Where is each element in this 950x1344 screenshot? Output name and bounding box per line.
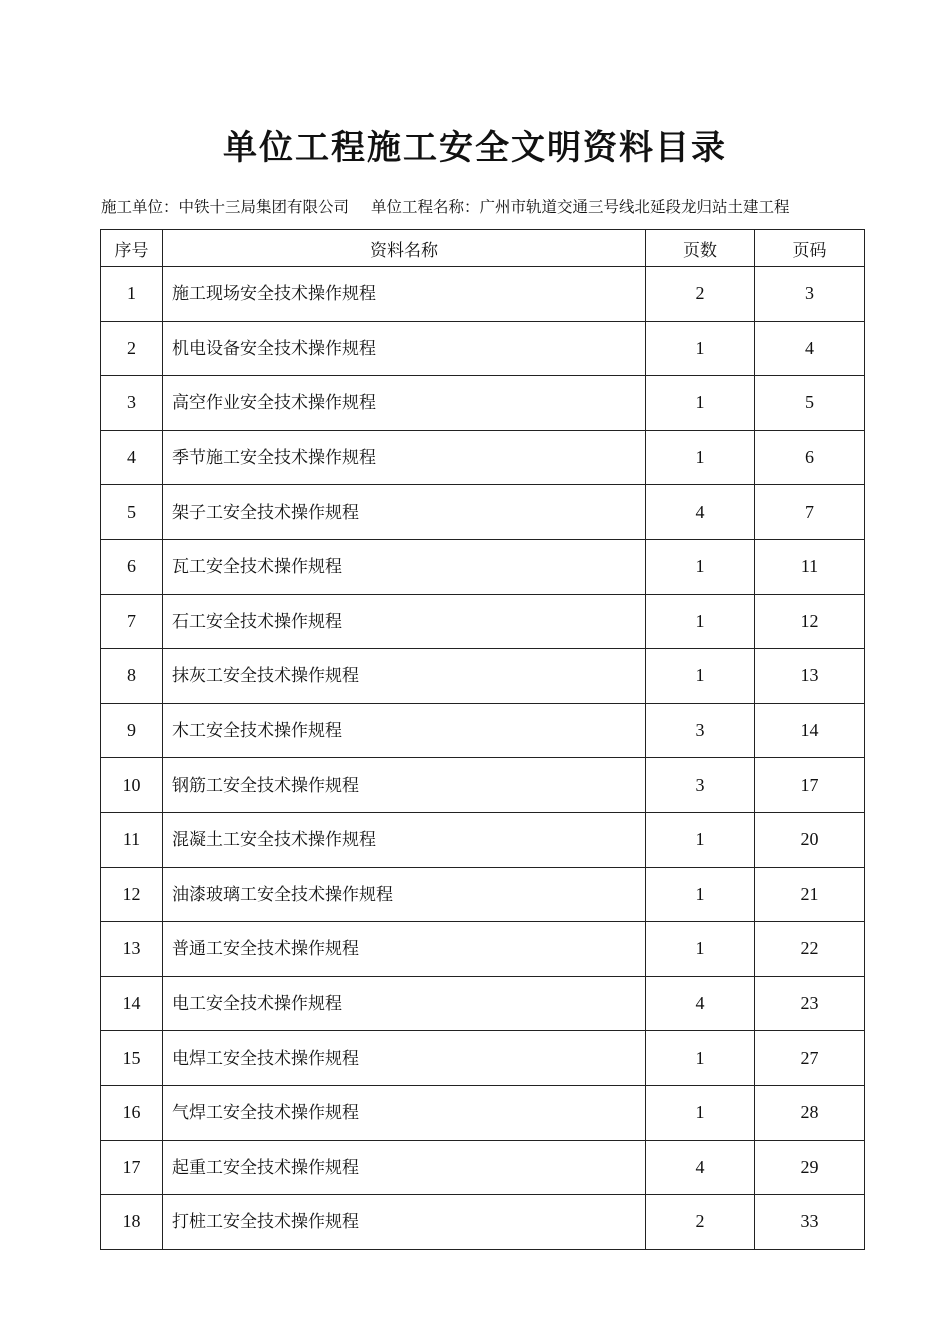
- cell-page-no: 29: [755, 1140, 865, 1195]
- cell-seq: 15: [101, 1031, 163, 1086]
- cell-name: 木工安全技术操作规程: [163, 703, 646, 758]
- cell-name: 机电设备安全技术操作规程: [163, 321, 646, 376]
- table-row: [101, 1195, 865, 1250]
- catalog-table: [100, 229, 865, 1250]
- cell-pages: 4: [646, 976, 755, 1031]
- cell-pages: 1: [646, 812, 755, 867]
- table-row: [101, 758, 865, 813]
- table-header-row: [101, 230, 865, 267]
- table-row: [101, 594, 865, 649]
- table-row: [101, 1085, 865, 1140]
- cell-seq: 5: [101, 485, 163, 540]
- cell-pages: 1: [646, 430, 755, 485]
- cell-name: 抹灰工安全技术操作规程: [163, 649, 646, 704]
- cell-page-no: 33: [755, 1195, 865, 1250]
- cell-seq: 13: [101, 922, 163, 977]
- cell-seq: 8: [101, 649, 163, 704]
- cell-page-no: 7: [755, 485, 865, 540]
- cell-seq: 14: [101, 976, 163, 1031]
- cell-seq: 12: [101, 867, 163, 922]
- cell-pages: 1: [646, 1085, 755, 1140]
- table-body: [101, 267, 865, 1250]
- cell-name: 打桩工安全技术操作规程: [163, 1195, 646, 1250]
- cell-pages: 1: [646, 1031, 755, 1086]
- cell-name: 钢筋工安全技术操作规程: [163, 758, 646, 813]
- table-row: [101, 539, 865, 594]
- cell-pages: 1: [646, 321, 755, 376]
- cell-name: 电焊工安全技术操作规程: [163, 1031, 646, 1086]
- contractor-label: 施工单位：: [101, 198, 179, 216]
- cell-page-no: 5: [755, 376, 865, 431]
- cell-pages: 1: [646, 922, 755, 977]
- cell-page-no: 21: [755, 867, 865, 922]
- page-title: 单位工程施工安全文明资料目录: [223, 128, 727, 168]
- cell-pages: 1: [646, 539, 755, 594]
- cell-name: 高空作业安全技术操作规程: [163, 376, 646, 431]
- cell-seq: 16: [101, 1085, 163, 1140]
- cell-name: 架子工安全技术操作规程: [163, 485, 646, 540]
- cell-name: 普通工安全技术操作规程: [163, 922, 646, 977]
- header-seq: 序号: [101, 230, 163, 267]
- table-row: [101, 649, 865, 704]
- cell-seq: 17: [101, 1140, 163, 1195]
- cell-name: 施工现场安全技术操作规程: [163, 267, 646, 322]
- cell-seq: 4: [101, 430, 163, 485]
- cell-page-no: 6: [755, 430, 865, 485]
- header-name: 资料名称: [163, 230, 646, 267]
- cell-name: 混凝土工安全技术操作规程: [163, 812, 646, 867]
- cell-seq: 1: [101, 267, 163, 322]
- cell-pages: 1: [646, 594, 755, 649]
- table-row: [101, 812, 865, 867]
- table-row: [101, 922, 865, 977]
- cell-seq: 10: [101, 758, 163, 813]
- table-row: [101, 703, 865, 758]
- project-label: 单位工程名称：: [371, 198, 480, 216]
- cell-page-no: 4: [755, 321, 865, 376]
- cell-seq: 3: [101, 376, 163, 431]
- header-pages: 页数: [646, 230, 755, 267]
- cell-page-no: 17: [755, 758, 865, 813]
- cell-pages: 3: [646, 703, 755, 758]
- header-page-no: 页码: [755, 230, 865, 267]
- cell-seq: 2: [101, 321, 163, 376]
- cell-pages: 1: [646, 867, 755, 922]
- document-subheader: [101, 196, 881, 218]
- table-row: [101, 267, 865, 322]
- cell-page-no: 20: [755, 812, 865, 867]
- cell-page-no: 14: [755, 703, 865, 758]
- cell-page-no: 11: [755, 539, 865, 594]
- table-row: [101, 376, 865, 431]
- cell-pages: 2: [646, 1195, 755, 1250]
- table-row: [101, 1031, 865, 1086]
- cell-seq: 7: [101, 594, 163, 649]
- contractor-value: 中铁十三局集团有限公司: [178, 198, 350, 216]
- table-row: [101, 321, 865, 376]
- cell-name: 瓦工安全技术操作规程: [163, 539, 646, 594]
- cell-pages: 3: [646, 758, 755, 813]
- cell-seq: 18: [101, 1195, 163, 1250]
- table-row: [101, 430, 865, 485]
- cell-page-no: 27: [755, 1031, 865, 1086]
- project-value: 广州市轨道交通三号线北延段龙归站土建工程: [479, 198, 790, 216]
- table-row: [101, 867, 865, 922]
- cell-name: 气焊工安全技术操作规程: [163, 1085, 646, 1140]
- cell-name: 油漆玻璃工安全技术操作规程: [163, 867, 646, 922]
- cell-seq: 9: [101, 703, 163, 758]
- cell-page-no: 23: [755, 976, 865, 1031]
- cell-name: 石工安全技术操作规程: [163, 594, 646, 649]
- table-row: [101, 485, 865, 540]
- cell-name: 起重工安全技术操作规程: [163, 1140, 646, 1195]
- table-row: [101, 976, 865, 1031]
- cell-pages: 4: [646, 1140, 755, 1195]
- table-row: [101, 1140, 865, 1195]
- cell-pages: 4: [646, 485, 755, 540]
- cell-page-no: 3: [755, 267, 865, 322]
- cell-page-no: 12: [755, 594, 865, 649]
- cell-seq: 11: [101, 812, 163, 867]
- cell-pages: 2: [646, 267, 755, 322]
- cell-name: 季节施工安全技术操作规程: [163, 430, 646, 485]
- cell-page-no: 22: [755, 922, 865, 977]
- cell-name: 电工安全技术操作规程: [163, 976, 646, 1031]
- cell-pages: 1: [646, 649, 755, 704]
- cell-page-no: 13: [755, 649, 865, 704]
- cell-page-no: 28: [755, 1085, 865, 1140]
- cell-pages: 1: [646, 376, 755, 431]
- cell-seq: 6: [101, 539, 163, 594]
